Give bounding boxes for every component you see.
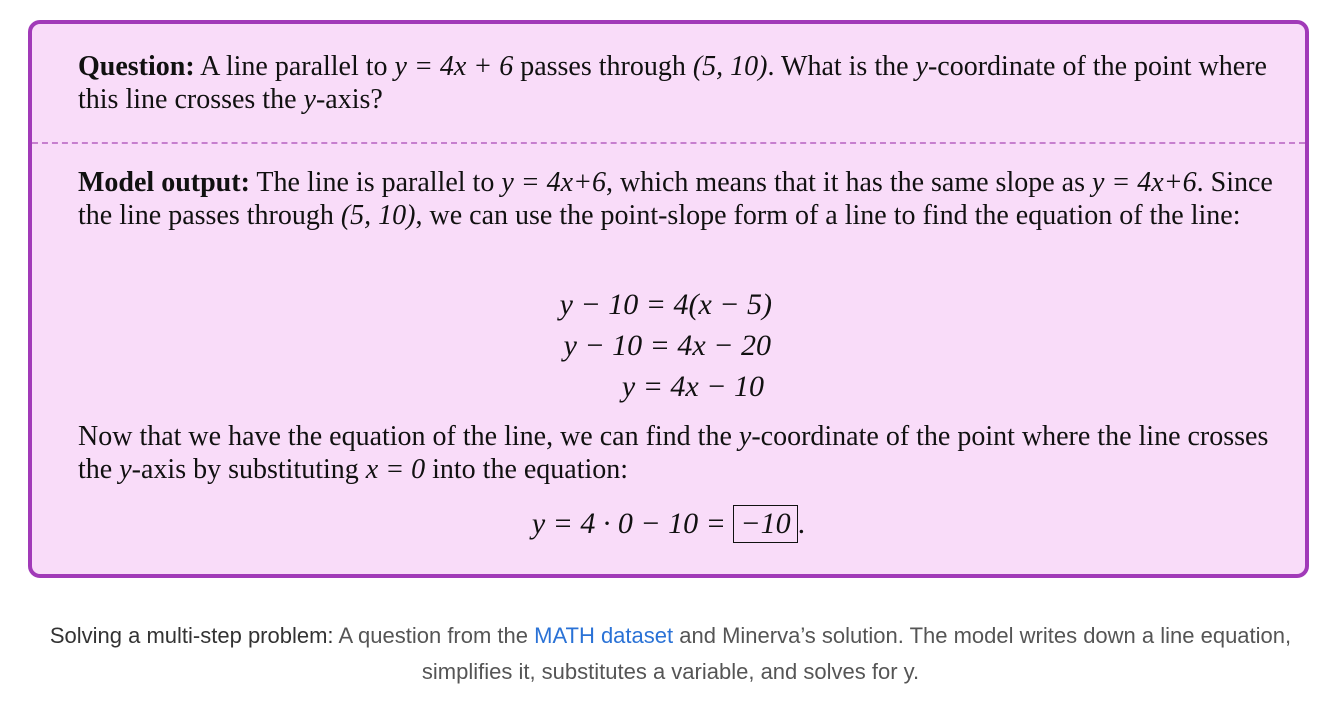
- output-math: y: [738, 421, 752, 452]
- equation-row: [472, 366, 812, 407]
- output-text: Now that we have the equation of the line, we can find the: [78, 421, 732, 452]
- model-output-paragraph: [78, 166, 1273, 232]
- question-math: (5, 10): [692, 51, 768, 82]
- equation-row: [472, 284, 812, 325]
- final-equation-lhs: y = 4 · 0 − 10 =: [531, 507, 726, 540]
- output-text: -axis by substituting: [131, 454, 359, 485]
- output-math: (5, 10): [340, 200, 416, 231]
- output-math: y = 4x+6: [1091, 167, 1197, 198]
- question-text: A line parallel to: [200, 51, 388, 82]
- question-math: y: [915, 51, 928, 82]
- boxed-answer: −10: [733, 505, 797, 543]
- output-text: . Since the line passes through: [78, 167, 1273, 231]
- math-dataset-link[interactable]: MATH dataset: [534, 623, 674, 648]
- output-math: y: [119, 454, 132, 485]
- equation-block: [472, 284, 812, 407]
- section-divider: [32, 142, 1305, 144]
- question-label: Question:: [78, 51, 195, 82]
- equation-text: y − 10 = 4x − 20: [563, 329, 771, 362]
- substitution-paragraph: [78, 420, 1273, 486]
- figure-caption: [30, 618, 1311, 690]
- model-output-label: Model output:: [78, 167, 250, 198]
- question-paragraph: [78, 50, 1268, 116]
- equation-row: [472, 325, 812, 366]
- output-text: The line is parallel to: [256, 167, 495, 198]
- equation-text: y = 4x − 10: [621, 370, 764, 403]
- output-math: x = 0: [365, 454, 426, 485]
- output-math: y = 4x+6: [501, 167, 606, 198]
- final-period: .: [797, 507, 806, 540]
- output-text: into the equation:: [432, 454, 629, 485]
- output-text: , we can use the point-slope form of a line to find the equation of the line:: [415, 200, 1241, 231]
- question-text: -coordinate of the point where this line crosses the: [78, 51, 1267, 115]
- caption-heading: Solving a multi-step problem:: [49, 623, 334, 648]
- example-card: [28, 20, 1309, 578]
- equation-text: y − 10 = 4(x − 5): [559, 288, 772, 321]
- output-text: -coordinate of the point where the line crosses the: [78, 421, 1269, 485]
- question-math: y = 4x + 6: [394, 51, 514, 82]
- question-text: . What is the: [767, 51, 909, 82]
- caption-text: and Minerva’s solution. The model writes down a line equation, simplifies it, substitutes a variable, and solves for y.: [421, 623, 1292, 684]
- final-equation: [32, 504, 1305, 544]
- question-text: passes through: [520, 51, 686, 82]
- question-text: -axis?: [315, 84, 383, 115]
- output-text: , which means that it has the same slope as: [605, 167, 1085, 198]
- caption-text: A question from the: [338, 623, 529, 648]
- question-math: y: [303, 84, 316, 115]
